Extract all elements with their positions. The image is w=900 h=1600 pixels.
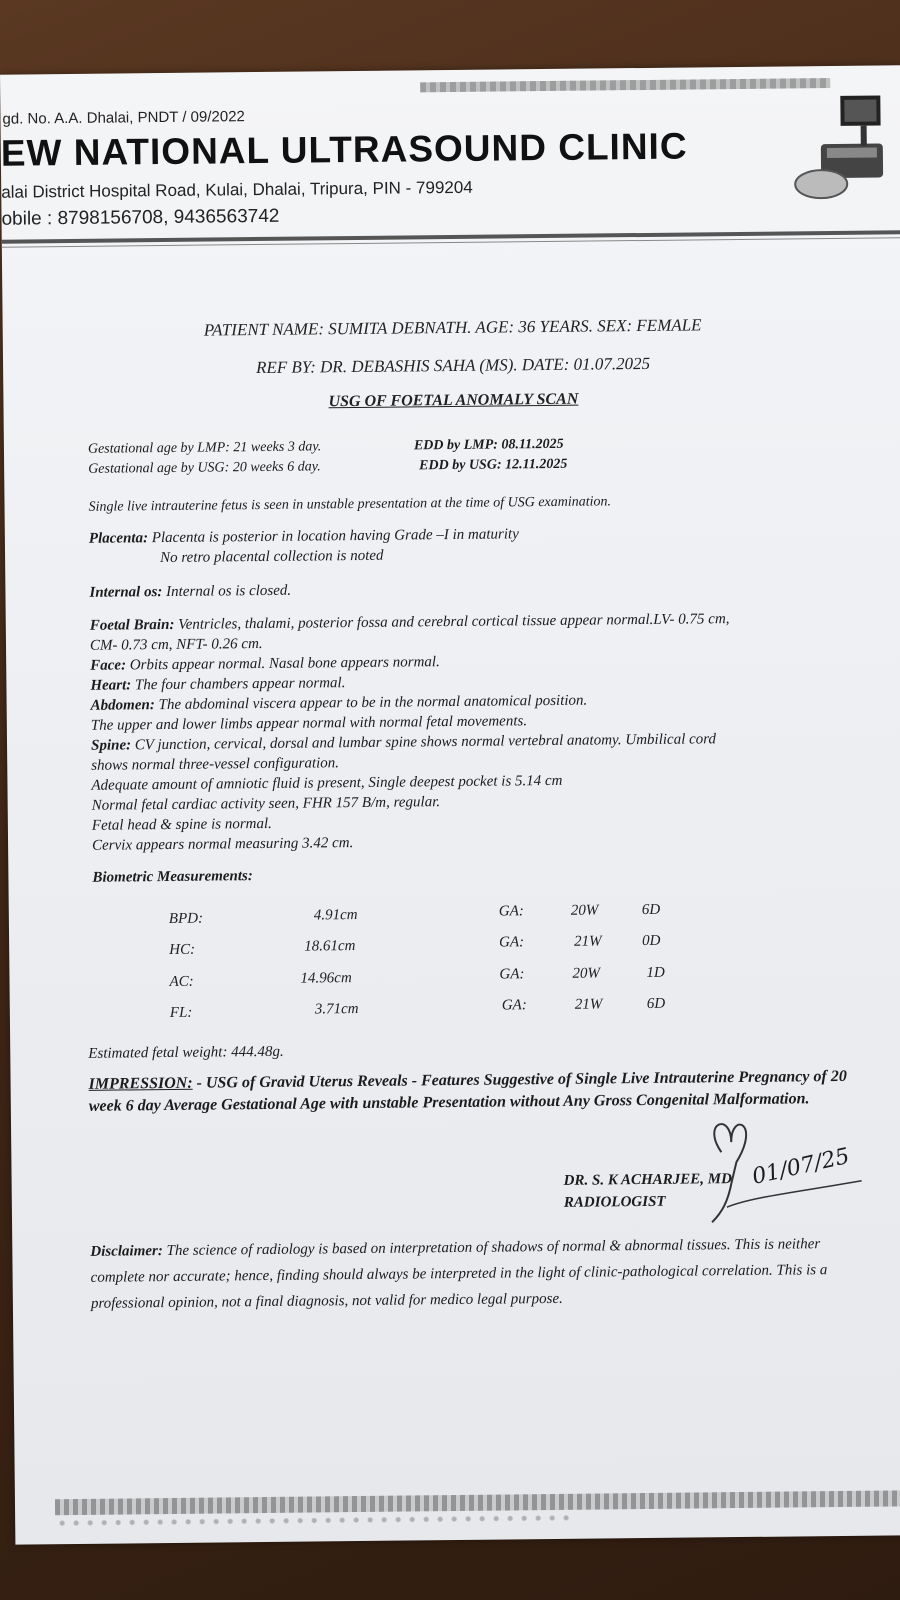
bio-days: 1D — [646, 964, 665, 981]
report-sheet — [0, 65, 900, 1544]
heart-text: The four chambers appear normal. — [134, 675, 346, 694]
bio-days: 6D — [641, 901, 661, 919]
bio-weeks: 20W — [570, 902, 599, 919]
impression-label: IMPRESSION: — [88, 1074, 193, 1093]
face-line — [90, 654, 440, 675]
internal-os-text: Internal os is closed. — [166, 582, 292, 601]
abdomen-text: The abdominal viscera appear to be in the normal anatomical position. — [158, 692, 588, 714]
bio-ga: GA: — [498, 903, 524, 920]
abdomen-label: Abdomen: — [90, 697, 155, 714]
disclaimer-text: The science of radiology is based on interpretation of shadows of normal & abnormal tissues. This is neither complete nor accurate; hence, finding should always be interpreted in the light of clinic-pathological correlation. This is a professional opinion, not a final diagnosis, not valid for medico legal purpose. — [90, 1236, 828, 1312]
face-label: Face: — [90, 657, 127, 674]
heart-label: Heart: — [90, 677, 132, 694]
registration-number: gd. No. A.A. Dhalai, PNDT / 09/2022 — [2, 108, 245, 128]
internal-os-line — [89, 583, 291, 602]
biometry-title: Biometric Measurements: — [92, 868, 253, 886]
ga-lmp: Gestational age by LMP: 21 weeks 3 day. — [87, 439, 322, 457]
clinic-name: EW NATIONAL ULTRASOUND CLINIC — [0, 125, 688, 174]
placenta-text-2: No retro placental collection is noted — [160, 547, 384, 567]
heart-line — [90, 675, 345, 695]
spine-line — [91, 731, 716, 755]
abdomen-line — [91, 693, 588, 715]
head-spine-text: Fetal head & spine is normal. — [91, 815, 272, 834]
placenta-line — [89, 526, 519, 548]
cardiac-text: Normal fetal cardiac activity seen, FHR 157 B/m, regular. — [91, 794, 441, 814]
ultrasound-machine-icon — [790, 87, 887, 204]
disclaimer-label: Disclaimer: — [90, 1243, 163, 1260]
impression-block — [88, 1066, 848, 1118]
bio-ga: GA: — [499, 966, 525, 983]
disclaimer-block — [90, 1231, 851, 1317]
brain-text: Ventricles, thalami, posterior fossa and cerebral cortical tissue appear normal.LV- 0.75 cm, — [178, 611, 730, 633]
clinic-mobile: obile : 8798156708, 9436563742 — [1, 205, 280, 230]
internal-os-label: Internal os: — [89, 584, 163, 601]
patient-line: PATIENT NAME: SUMITA DEBNATH. AGE: 36 YEARS. SEX: FEMALE — [203, 315, 702, 340]
spine-text-2: shows normal three-vessel configuration. — [91, 755, 340, 774]
cervix-text: Cervix appears normal measuring 3.42 cm. — [92, 835, 354, 854]
bio-weeks: 21W — [574, 996, 603, 1013]
spine-text: CV junction, cervical, dorsal and lumbar spine shows normal vertebral anatomy. Umbilical cord — [134, 731, 717, 754]
bio-ga: GA: — [501, 997, 527, 1014]
face-text: Orbits appear normal. Nasal bone appears normal. — [129, 654, 440, 674]
brain-line — [90, 611, 730, 635]
radiologist-title: RADIOLOGIST — [563, 1193, 666, 1211]
report-title: USG OF FOETAL ANOMALY SCAN — [328, 390, 579, 411]
spine-label: Spine: — [90, 737, 132, 754]
bio-value: 18.61cm — [304, 938, 356, 955]
bio-ga: GA: — [499, 934, 525, 951]
referral-line: REF BY: DR. DEBASHIS SAHA (MS). DATE: 01.07.2025 — [255, 353, 651, 378]
placenta-text: Placenta is posterior in location having Grade –I in maturity — [151, 526, 519, 547]
edd-lmp: EDD by LMP: 08.11.2025 — [413, 436, 564, 454]
bio-label: FL: — [169, 1004, 193, 1021]
footer-decor-band — [55, 1490, 900, 1515]
placenta-label: Placenta: — [88, 530, 149, 547]
header-decor-band — [420, 78, 830, 92]
brain-label: Foetal Brain: — [89, 616, 175, 634]
impression-text: - USG of Gravid Uterus Reveals - Features Suggestive of Single Live Intrauterine Pregnancy of 20 week 6 day Average Gestational Age with unstable Presentation without Any Gross Congenital Malformation. — [88, 1067, 847, 1115]
amniotic-text: Adequate amount of amniotic fluid is present, Single deepest pocket is 5.14 cm — [91, 772, 563, 794]
bio-label: HC: — [169, 941, 196, 958]
ga-usg: Gestational age by USG: 20 weeks 6 day. — [88, 459, 321, 477]
handwritten-date: 01/07/25 — [749, 1143, 852, 1190]
estimated-fetal-weight: Estimated fetal weight: 444.48g. — [88, 1043, 284, 1062]
bio-days: 0D — [642, 932, 661, 950]
bio-weeks: 20W — [572, 965, 601, 982]
clinic-address: alai District Hospital Road, Kulai, Dhalai, Tripura, PIN - 799204 — [1, 177, 473, 202]
bio-weeks: 21W — [574, 933, 602, 950]
edd-usg: EDD by USG: 12.11.2025 — [419, 456, 568, 474]
bio-label: BPD: — [168, 910, 204, 927]
bio-value: 3.71cm — [314, 1001, 359, 1018]
bio-value: 4.91cm — [313, 907, 358, 924]
limbs-text: The upper and lower limbs appear normal with normal fetal movements. — [90, 713, 528, 734]
bio-value: 14.96cm — [300, 970, 352, 987]
intro-finding: Single live intrauterine fetus is seen in unstable presentation at the time of USG examination. — [88, 494, 612, 515]
radiologist-name: DR. S. K ACHARJEE, MD — [563, 1171, 732, 1189]
bio-days: 6D — [646, 995, 666, 1012]
footer-decor-dots — [55, 1513, 575, 1528]
brain-text-2: CM- 0.73 cm, NFT- 0.26 cm. — [89, 635, 263, 654]
bio-label: AC: — [169, 973, 194, 990]
